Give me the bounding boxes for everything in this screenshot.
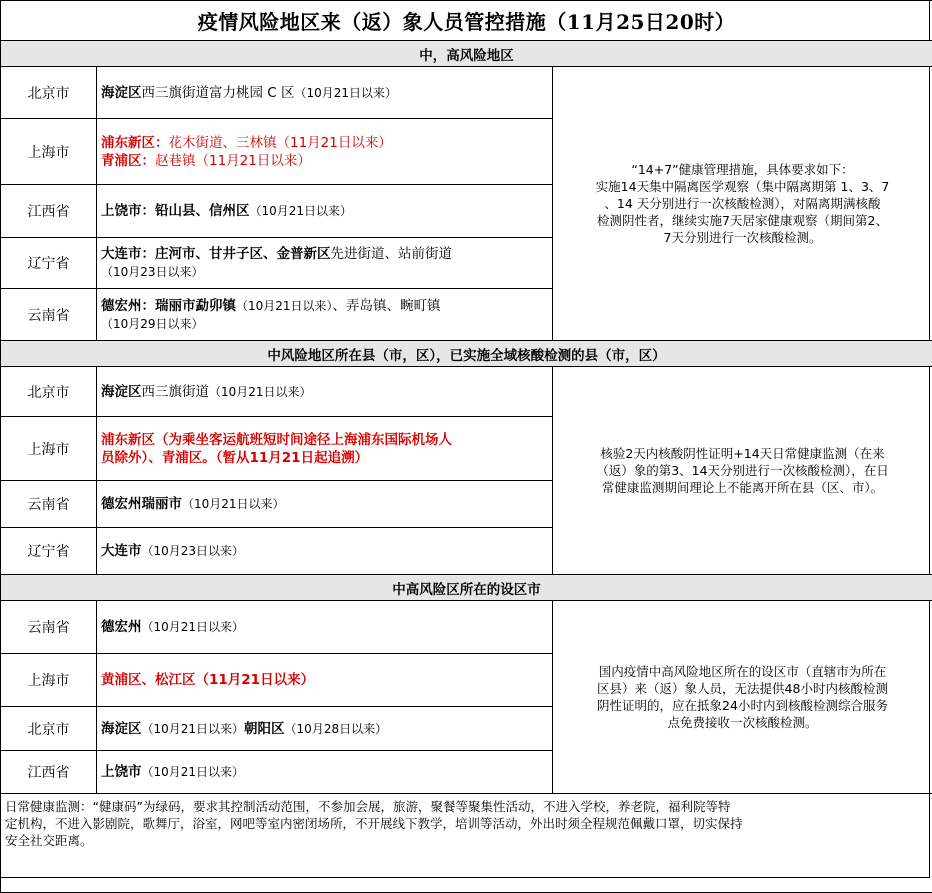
area-cell [97, 481, 553, 528]
area-line [101, 245, 548, 263]
table-row [1, 367, 932, 417]
area-cell [97, 601, 553, 654]
province-cell: 云南省 [1, 601, 97, 654]
section-header-medium-risk-county: 中风险地区所在县（市，区），已实施全域核酸检测的县（市，区） [1, 341, 932, 367]
area-cell [97, 185, 553, 238]
province-cell: 上海市 [1, 417, 97, 481]
province-cell: 北京市 [1, 707, 97, 751]
since-date: （10月21日以来） [236, 299, 333, 313]
district-name: 浦东新区（为乘坐客运航班短时间途径上海浦东国际机场人 [101, 432, 452, 448]
section-header-high-risk: 中，高风险地区 [1, 41, 932, 67]
measure-cell-prefecture-city [553, 601, 932, 794]
since-date: （11月21日以来） [277, 135, 392, 151]
province-cell: 江西省 [1, 751, 97, 794]
district-name: 德宏州：瑞丽市勐卯镇 [101, 298, 236, 314]
since-date: （10月21日以来） [142, 620, 245, 634]
district-name: 海淀区 [101, 721, 142, 737]
district-name: 大连市 [101, 543, 142, 559]
footer-line: 日常健康监测：“健康码”为绿码，要求其控制活动范围，不参加会展，旅游，聚餐等聚集性活动，不进入学校，养老院，福利院等特 [5, 798, 928, 815]
since-date: （10月21日以来） [250, 204, 353, 218]
area-line [101, 152, 548, 170]
district-name: 上饶市 [101, 764, 142, 780]
district-name: 青浦区： [101, 153, 155, 169]
street-name: 西三旗街道 [142, 384, 210, 400]
measure-line: 核验2天内核酸阴性证明+14天日常健康监测（在来 [559, 445, 926, 462]
area-line [101, 134, 548, 152]
measure-line: 实施14天集中隔离医学观察（集中隔离期第 1、3、7 [559, 178, 926, 195]
section-header-prefecture-city: 中高风险区所在的设区市 [1, 575, 932, 601]
area-cell [97, 289, 553, 341]
measure-line: 国内疫情中高风险地区所在的设区市（直辖市为所在 [559, 663, 926, 680]
since-date: （10月28日以来） [285, 722, 388, 736]
measure-line: 检测阴性者，继续实施7天居家健康观察（期间第2、 [559, 212, 926, 229]
measure-line: 点免费接收一次核酸检测。 [559, 714, 926, 731]
district-name: 黄浦区、松江区（11月21日以来） [101, 672, 314, 688]
street-name: 先进街道、站前街道 [331, 246, 453, 262]
province-cell: 北京市 [1, 367, 97, 417]
district-name: 海淀区 [101, 384, 142, 400]
since-date: （11月21日以来） [196, 153, 311, 169]
district-name: 德宏州 [101, 619, 142, 635]
province-cell: 云南省 [1, 481, 97, 528]
district-name: 大连市：庄河市、甘井子区、金普新区 [101, 246, 331, 262]
measure-cell-medium-risk-county [553, 367, 932, 575]
street-name: 西三旗街道富力桃园 C 区 [142, 85, 295, 101]
province-cell: 上海市 [1, 654, 97, 707]
street-name: 赵巷镇 [155, 153, 196, 169]
since-date: （10月21日以来） [209, 385, 312, 399]
district-name: 朝阳区 [244, 721, 285, 737]
area-cell [97, 238, 553, 289]
since-date: （10月23日以来） [142, 544, 245, 558]
province-cell: 辽宁省 [1, 528, 97, 575]
measure-line: 、14 天分别进行一次核酸检测），对隔离期满核酸 [559, 195, 926, 212]
province-cell: 江西省 [1, 185, 97, 238]
table-row [1, 67, 932, 119]
area-cell [97, 751, 553, 794]
table-row [1, 601, 932, 654]
province-cell: 云南省 [1, 289, 97, 341]
measure-line: 区县）来（返）象人员，无法提供48小时内核酸检测 [559, 680, 926, 697]
since-date: （10月21日以来） [295, 86, 398, 100]
province-cell: 上海市 [1, 119, 97, 185]
daily-health-monitoring-note [1, 794, 932, 893]
since-date: （10月21日以来） [182, 497, 285, 511]
area-cell [97, 654, 553, 707]
since-date: （10月29日以来） [101, 315, 548, 333]
area-cell [97, 119, 553, 185]
measure-line: “14+7”健康管理措施，具体要求如下： [559, 161, 926, 178]
area-line [101, 297, 548, 315]
district-name: 上饶市：铅山县、信州区 [101, 203, 250, 219]
area-cell [97, 67, 553, 119]
measure-line: 阴性证明的，应在抵象24小时内到核酸检测综合服务 [559, 697, 926, 714]
measure-cell-high-risk [553, 67, 932, 341]
measure-line: 常健康监测期间理论上不能离开所在县（区、市）。 [559, 479, 926, 496]
since-date: （10月21日以来） [142, 765, 245, 779]
street-name: 花木街道、三林镇 [169, 135, 277, 151]
area-line [101, 431, 548, 449]
district-name: 德宏州瑞丽市 [101, 496, 182, 512]
area-cell [97, 528, 553, 575]
province-cell: 辽宁省 [1, 238, 97, 289]
since-date: （10月21日以来） [142, 722, 245, 736]
district-name: 浦东新区： [101, 135, 169, 151]
footer-line: 安全社交距离。 [5, 832, 928, 849]
area-line [101, 449, 548, 467]
district-name: 员除外）、青浦区。（暂从11月21日起追溯） [101, 450, 368, 466]
footer-line: 定机构，不进入影剧院，歌舞厅，浴室，网吧等室内密闭场所，不开展线下教学，培训等活动，外出时须全程规范佩戴口罩，切实保持 [5, 815, 928, 832]
province-cell: 北京市 [1, 67, 97, 119]
area-cell [97, 367, 553, 417]
measure-line: 7天分别进行一次核酸检测。 [559, 229, 926, 246]
district-name: 海淀区 [101, 85, 142, 101]
area-cell [97, 707, 553, 751]
area-cell [97, 417, 553, 481]
since-date: （10月23日以来） [101, 263, 548, 281]
street-name: 、弄岛镇、畹町镇 [333, 298, 441, 314]
page-title: 疫情风险地区来（返）象人员管控措施（11月25日20时） [1, 1, 932, 41]
measure-line: （返）象的第3、14天分别进行一次核酸检测），在日 [559, 462, 926, 479]
